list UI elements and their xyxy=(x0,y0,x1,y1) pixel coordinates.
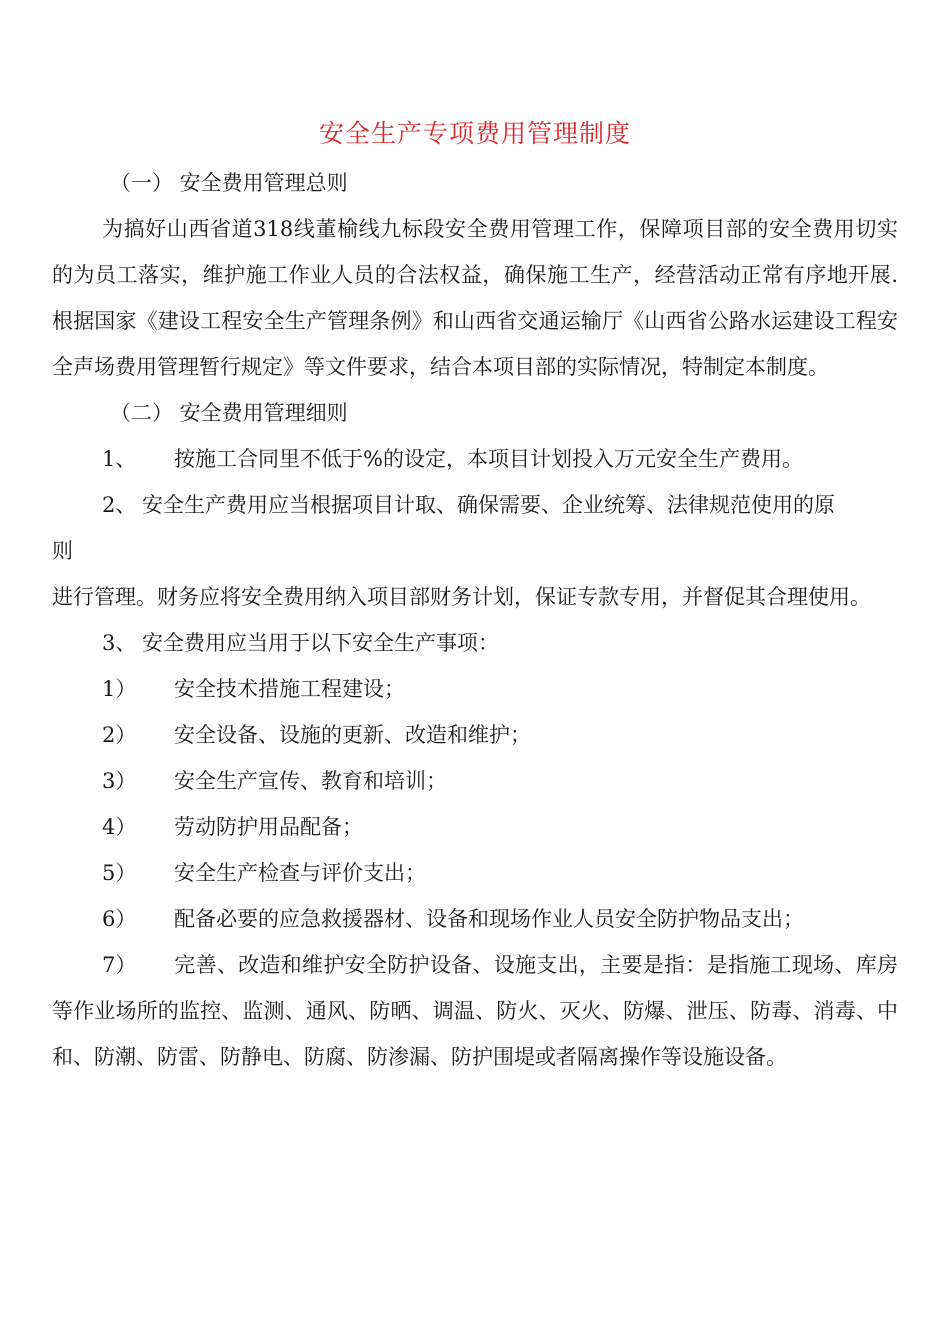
rule-3 xyxy=(52,620,898,666)
list-item xyxy=(52,896,898,942)
rule-2-line3: 进行管理。财务应将安全费用纳入项目部财务计划，保证专款专用，并督促其合理使用。 xyxy=(52,585,871,609)
section-heading-details: （二） 安全费用管理细则 xyxy=(110,401,348,425)
general-paragraph: 为搞好山西省道318线董榆线九标段安全费用管理工作，保障项目部的安全费用切实的为员工落实，维护施工作业人员的合法权益，确保施工生产，经营活动正常有序地开展.根据国家《建设工程安全生产管理条例》和山西省交通运输厅《山西省公路水运建设工程安全声场费用管理暂行规定》等文件要求，结合本项目部的实际情况，特制定本制度。 xyxy=(52,217,898,379)
rule-1 xyxy=(52,436,898,482)
rule-number: 2、 xyxy=(102,493,137,517)
rule-text: 安全生产费用应当根据项目计取、确保需要、企业统筹、法律规范使用的原 xyxy=(142,493,835,517)
item-number: 1） xyxy=(102,677,137,701)
item-text: 安全设备、设施的更新、改造和维护； xyxy=(174,723,531,747)
item-text: 劳动防护用品配备； xyxy=(174,815,363,839)
item-text: 安全生产宣传、教育和培训； xyxy=(174,769,447,793)
item-text: 安全生产检查与评价支出； xyxy=(174,861,426,885)
item-number: 4） xyxy=(102,815,137,839)
list-item xyxy=(52,758,898,804)
item-text: 安全技术措施工程建设； xyxy=(174,677,405,701)
item-number: 7） xyxy=(102,953,137,977)
rule-number: 3、 xyxy=(102,631,137,655)
item-text: 完善、改造和维护安全防护设备、设施支出，主要是指：是指施工现场、库房等作业场所的监控、监测、通风、防晒、调温、防火、灭火、防爆、泄压、防毒、消毒、中和、防潮、防雷、防静电、防腐、防渗漏、防护围堤或者隔离操作等设施设备。 xyxy=(52,953,898,1069)
item-number: 6） xyxy=(102,907,137,931)
item-text: 配备必要的应急救援器材、设备和现场作业人员安全防护物品支出； xyxy=(174,907,804,931)
rule-2 xyxy=(52,482,898,528)
document-title: 安全生产专项费用管理制度 xyxy=(318,119,631,148)
item-number: 2） xyxy=(102,723,137,747)
item-number: 3） xyxy=(102,769,137,793)
rule-2-line2: 则 xyxy=(52,539,73,563)
document-body xyxy=(52,160,898,1080)
item-number: 5） xyxy=(102,861,137,885)
list-item xyxy=(52,942,898,1080)
rule-text: 按施工合同里不低于%的设定，本项目计划投入万元安全生产费用。 xyxy=(174,447,803,471)
list-item xyxy=(52,850,898,896)
list-item xyxy=(52,804,898,850)
list-item xyxy=(52,666,898,712)
list-item xyxy=(52,712,898,758)
rule-number: 1、 xyxy=(102,447,137,471)
section-heading-general: （一） 安全费用管理总则 xyxy=(110,171,348,195)
rule-text: 安全费用应当用于以下安全生产事项： xyxy=(142,631,499,655)
